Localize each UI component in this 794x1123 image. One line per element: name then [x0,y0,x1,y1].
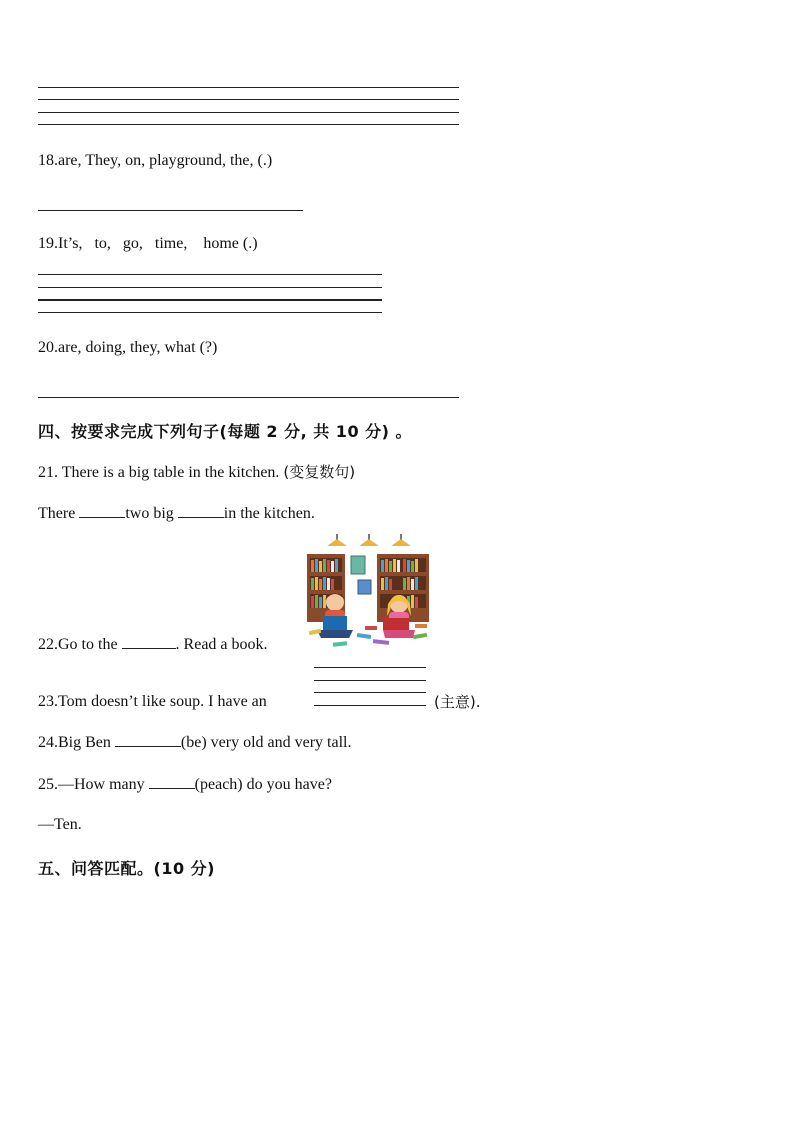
library-illustration-icon [303,534,435,652]
question-number: 24. [38,734,58,751]
answer-line[interactable] [38,274,382,275]
fill-blank[interactable] [178,503,224,518]
fill-blank[interactable] [122,634,176,649]
answer-line[interactable] [314,680,426,681]
question-text: It’s, to, go, time, home (.) [58,235,258,252]
answer-line[interactable] [38,124,459,125]
sentence-part: (peach) do you have? [194,776,332,793]
library-reading-children-illustration [303,534,435,652]
question-number: 19. [38,235,58,252]
sentence-part: Go to the [58,636,118,653]
answer-line[interactable] [38,99,459,100]
question-18 [38,151,272,171]
q25-answer: —Ten. [38,816,82,833]
question-20 [38,338,217,358]
question-24 [38,732,352,753]
question-number: 18. [38,152,58,169]
fill-blank[interactable] [149,774,195,789]
answer-line[interactable] [38,312,382,313]
answer-line[interactable] [38,287,382,288]
question-19 [38,234,258,254]
answer-line[interactable] [38,112,459,113]
question-text: Tom doesn’t like soup. I have an [58,693,267,710]
question-21 [38,462,355,483]
question-text: are, doing, they, what (?) [58,339,218,356]
question-number: 23. [38,693,58,710]
sentence-part: . Read a book. [175,636,268,653]
sentence-part: (be) very old and very tall. [180,734,352,751]
question-number: 21 [38,464,54,481]
sentence-part: in the kitchen. [223,505,315,522]
question-instruction: (变复数句) [283,463,356,481]
question-text: are, They, on, playground, the, (.) [58,152,273,169]
section-4-heading: 四、按要求完成下列句子(每题 2 分, 共 10 分) 。 [38,422,413,441]
question-number: 22. [38,636,58,653]
fill-blank[interactable] [115,732,181,747]
sentence-part: Big Ben [58,734,111,751]
dash: — [58,776,74,793]
fill-blank[interactable] [79,503,125,518]
question-number: 20. [38,339,58,356]
answer-line[interactable] [314,705,426,706]
question-25 [38,774,332,795]
q18-answer-line[interactable] [38,210,303,211]
answer-line[interactable] [38,299,382,301]
answer-line[interactable] [314,667,426,668]
question-prompt: . There is a big table in the kitchen. [54,464,280,481]
sentence-part: How many [74,776,145,793]
sentence-part: two big [125,505,174,522]
section-5-heading: 五、问答匹配。(10 分) [38,859,215,878]
sentence-part: There [38,505,76,522]
question-22 [38,634,268,655]
q23-hint: (主意). [434,693,481,711]
q21-answer-sentence [38,503,315,524]
answer-line[interactable] [38,87,459,88]
question-number: 25. [38,776,58,793]
answer-line[interactable] [314,692,426,693]
question-23 [38,692,267,712]
q20-answer-line[interactable] [38,397,459,398]
